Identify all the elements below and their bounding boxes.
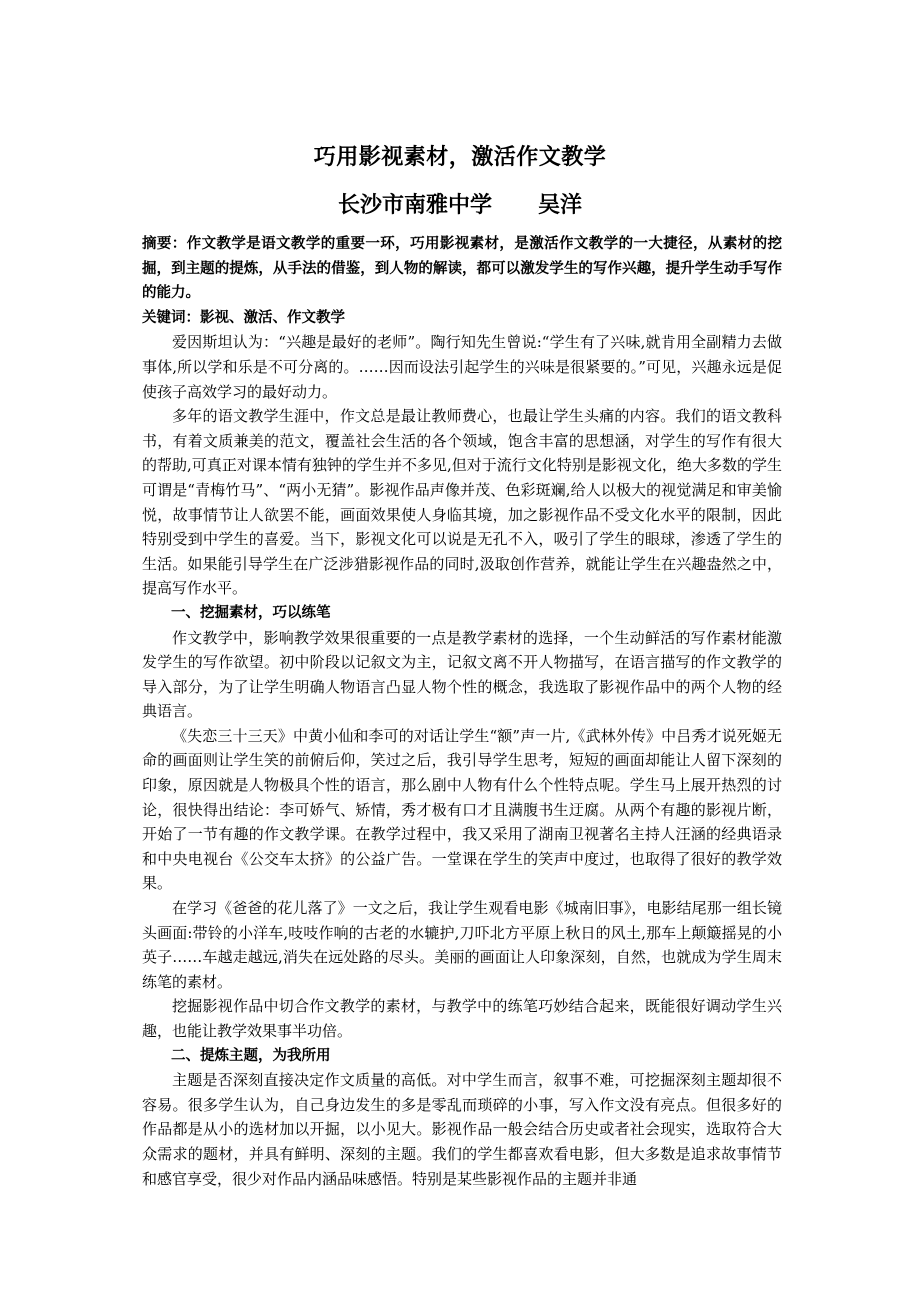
document-title: 巧用影视素材，激活作文教学: [313, 145, 607, 170]
abstract: 摘要：作文教学是语文教学的重要一环，巧用影视素材，是激活作文教学的一大捷径，从素材的挖掘，到主题的提炼，从手法的借鉴，到人物的解读，都可以激发学生的写作兴趣，提升学生动手写作的能力。: [142, 236, 782, 302]
paragraph: 爱因斯坦认为：“兴趣是最好的老师”。陶行知先生曾说:“学生有了兴味,就肯用全副精力去做事体,所以学和乐是不可分离的。……因而设法引起学生的兴味是很紧要的。”可见，兴趣永远是促使孩子高效学习的最好动力。: [142, 333, 782, 401]
keywords: 关键词：影视、激活、作文教学: [142, 309, 345, 326]
document-body: [142, 232, 782, 1191]
section-heading: 一、挖掘素材，巧以练笔: [171, 604, 331, 621]
section-heading: 二、提炼主题，为我所用: [171, 1047, 331, 1064]
paragraph: 作文教学中，影响教学效果很重要的一点是教学素材的选择，一个生动鲜活的写作素材能激发学生的写作欲望。初中阶段以记叙文为主，记叙文离不开人物描写，在语言描写的作文教学的导入部分，为了让学生明确人物语言凸显人物个性的概念，我选取了影视作品中的两个人物的经典语言。: [142, 628, 782, 721]
author-line: 长沙市南雅中学 吴洋: [338, 193, 582, 218]
paragraph: 主题是否深刻直接决定作文质量的高低。对中学生而言，叙事不难，可挖掘深刻主题却很不容易。很多学生认为，自己身边发生的多是零乱而琐碎的小事，写入作文没有亮点。但很多好的作品都是从小的选材加以开掘，以小见大。影视作品一般会结合历史或者社会现实，选取符合大众需求的题材，并具有鲜明、深刻的主题。我们的学生都喜欢看电影，但大多数是追求故事情节和感官享受，很少对作品内涵品味感悟。特别是某些影视作品的主题并非通: [142, 1071, 782, 1188]
paragraph: 多年的语文教学生涯中，作文总是最让教师费心，也最让学生头痛的内容。我们的语文教科书，有着文质兼美的范文，覆盖社会生活的各个领域，饱含丰富的思想涵，对学生的写作有很大的帮助,可真正对课本情有独钟的学生并不多见,但对于流行文化特别是影视文化，绝大多数的学生可谓是“青梅竹马”、“两小无猜”。影视作品声像并茂、色彩斑斓,给人以极大的视觉满足和审美愉悦，故事情节让人欲罢不能，画面效果使人身临其境，加之影视作品不受文化水平的限制，因此特别受到中学生的喜爱。当下，影视文化可以说是无孔不入，吸引了学生的眼球，渗透了学生的生活。如果能引导学生在广泛涉猎影视作品的同时,汲取创作营养，就能让学生在兴趣盎然之中，提高写作水平。: [142, 407, 782, 598]
paragraph: 《失恋三十三天》中黄小仙和李可的对话让学生“额”声一片,《武林外传》中吕秀才说死姬无命的画面则让学生笑的前俯后仰，笑过之后，我引导学生思考，短短的画面却能让人留下深刻的印象，原因就是人物极具个性的语言，那么剧中人物有什么个性特点呢。学生马上展开热烈的讨论，很快得出结论：李可娇气、矫情，秀才极有口才且满腹书生迂腐。从两个有趣的影视片断，开始了一节有趣的作文教学课。在教学过程中，我又采用了湖南卫视著名主持人汪涵的经典语录和中央电视台《公交车太挤》的公益广告。一堂课在学生的笑声中度过，也取得了很好的教学效果。: [142, 726, 782, 893]
paragraph: 挖掘影视作品中切合作文教学的素材，与教学中的练笔巧妙结合起来，既能很好调动学生兴趣，也能让教学效果事半功倍。: [142, 997, 782, 1040]
paragraph: 在学习《爸爸的花儿落了》一文之后，我让学生观看电影《城南旧事》，电影结尾那一组长镜头画面:带铃的小洋车,吱吱作响的古老的水辘护,刀吓北方平原上秋日的风土,那车上颠簸摇晃的小英子……车越走越远,消失在远处路的尽头。美丽的画面让人印象深刻，自然，也就成为学生周末练笔的素材。: [142, 899, 782, 991]
